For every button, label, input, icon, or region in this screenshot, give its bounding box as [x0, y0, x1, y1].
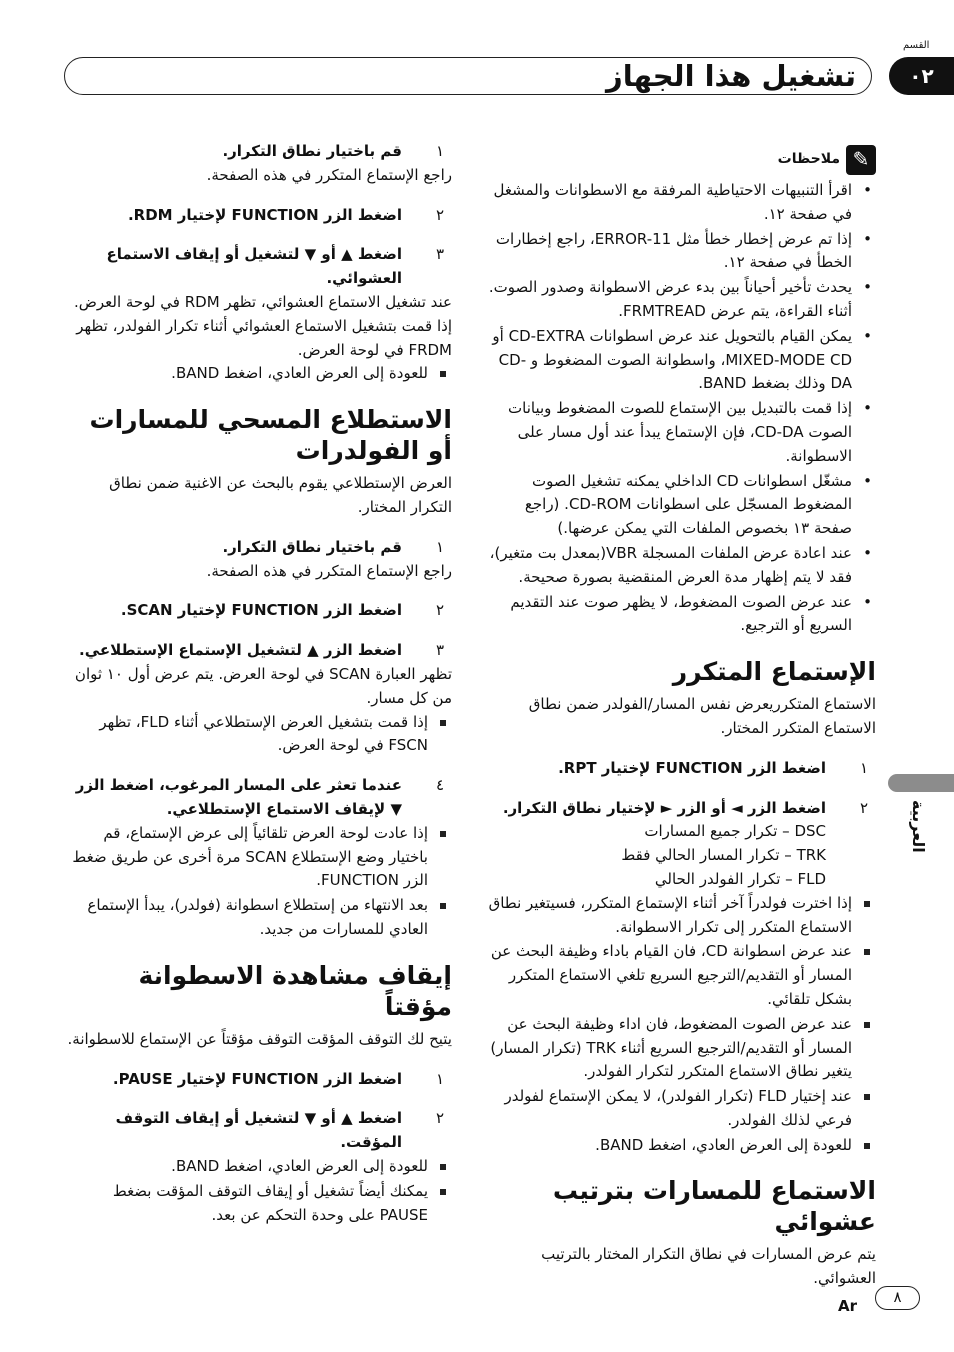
pause-step-1: ١ اضغط الزر FUNCTION لإختيار PAUSE.: [112, 1069, 444, 1088]
note-item: • عند عرض الصوت المضغوط، لا يظهر صوت عند التقديم السريع أو الترجيع.: [488, 591, 876, 639]
scan-note: إذا عادت لوحة العرض تلقائياً إلى عرض الإستماع، قم باختيار وضع الإستطلاع SCAN مرة أخرى عن طريق ضغط الزر FUNCTION.: [66, 822, 452, 893]
repeat-note: عند إختيار FLD (تكرار الفولدر)، لا يمكن الإستماع لفولدر فرعي لذلك الفولدر.: [488, 1085, 876, 1133]
repeat-option: FLD – تكرار الفولدر الحالي: [654, 869, 826, 888]
note-item: • مشغّل اسطوانات CD الداخلي يمكنه تشغيل الصوت المضغوط المسجّل على اسطوانات CD-ROM. (راجع صفحة ١٣ بخصوص الملفات التي يمكن عرضها.): [488, 470, 876, 541]
repeat-note: عند عرض اسطوانة CD، فان القيام باداء وظيفة البحث عن المسار أو التقديم/الترجيع السريع تلغي الاستماع المتكرر بشكل تلقائي.: [488, 940, 876, 1011]
repeat-options: [488, 820, 876, 891]
scan-step-3: ٣ اضغط الزر ▲ لتشغيل الإستماع الإستطلاعي.: [79, 641, 444, 660]
scan-step-1: ١ قم باختيار نطاق التكرار.: [222, 537, 444, 556]
left-column: [66, 140, 452, 1228]
repeat-intro: الاستماع المتكرريعرض نفس المسار/الفولدر ضمن نطاق الاستماع المتكرر المختار.: [528, 695, 876, 737]
step-subtext: راجع الإستماع المتكرر في هذه الصفحة.: [206, 561, 452, 580]
step-text: اضغط الزر FUNCTION لإختيار RDM.: [127, 205, 402, 224]
pause-heading: إيقاف مشاهدة الاسطوانة مؤقتاً: [138, 960, 452, 1021]
step-text: اضغط الزر FUNCTION لإختيار RPT.: [558, 758, 826, 777]
note-item: • إذا قمت بالتبديل بين الإستماع للصوت المضغوط وبيانات الصوت CD-DA، فإن الإستماع يبدأ عند أول مسار على الاسطوانة.: [488, 397, 876, 468]
scan-heading: الاستطلاع المسحي للمسارات أو الفولدرات: [89, 405, 452, 466]
pause-step-2: ٢ اضغط ▲ أو ▼ لتشغيل أو إيقاف التوقف المؤقت.: [115, 1109, 444, 1152]
step-text: عندما تعثر على المسار المرغوب، اضغط الزر ▼ لإيقاف الاستماع الإستطلاعي.: [75, 776, 402, 818]
language-side-label: العربية: [909, 800, 928, 853]
scan-intro: العرض الإستطلاعي يقوم بالبحث عن الاغنية ضمن نطاق التكرار المختار.: [109, 474, 452, 516]
note-item: • اقرأ التنبيهات الاحتياطية المرفقة مع الاسطوانات والمشغل في صفحة ١٢.: [488, 179, 876, 227]
repeat-note: إذا اخترت فولدراً آخر أثناء الإستماع المتكرر، فسيتغير نطاق الاستماع المتكرر إلى تكرار الاسطوانة.: [488, 892, 876, 940]
page-number: ٨: [875, 1286, 920, 1310]
pause-note: للعودة إلى العرض العادي، اضغط BAND.: [66, 1155, 452, 1179]
scan-step-4: ٤ عندما تعثر على المسار المرغوب، اضغط الزر ▼ لإيقاف الاستماع الإستطلاعي.: [75, 776, 444, 818]
random-step-2: ٢ اضغط الزر FUNCTION لإختيار RDM.: [127, 205, 444, 224]
step-subtext: تظهر العبارة SCAN في لوحة العرض. يتم عرض أول ١٠ ثوان من كل مسار.: [74, 664, 452, 707]
section-number-badge: ٠٢: [889, 57, 954, 95]
note-item: • يمكن القيام بالتحويل عند عرض اسطوانات CD-EXTRA أو MIXED-MODE CD، واسطوانة الصوت المضغوط و CD-DA وذلك بضغط BAND.: [488, 325, 876, 396]
random-step-1: ١ قم باختيار نطاق التكرار.: [222, 142, 444, 160]
repeat-note: للعودة إلى العرض العادي، اضغط BAND.: [488, 1134, 876, 1158]
repeat-option: DSC – تكرار جميع المسارات: [644, 822, 826, 841]
step-text: اضغط ▲ أو ▼ لتشغيل أو إيقاف التوقف المؤقت.: [115, 1109, 402, 1152]
right-column: [488, 145, 876, 1291]
pencil-notes-icon: ✎: [846, 145, 876, 175]
step-subtext: عند تشغيل الاستماع العشوائي، تظهر RDM في لوحة العرض. إذا قمت بتشغيل الاستماع العشوائي أثناء تكرار الفولدر، تظهر FRDM في لوحة العرض.: [73, 292, 452, 359]
step-text: اضغط الزر ◄ أو الزر ► لإختيار نطاق التكرار.: [502, 798, 826, 817]
pause-note: يمكنك أيضاً تشغيل أو إيقاف التوقف المؤقت بضغط PAUSE على وحدة التحكم عن بعد.: [66, 1180, 452, 1228]
repeat-step-2: ٢ اضغط الزر ◄ أو الزر ► لإختيار نطاق التكرار.: [502, 798, 868, 817]
repeat-option: TRK – تكرار المسار الحالي فقط: [621, 846, 826, 865]
random-step-3: ٣ اضغط ▲ أو ▼ لتشغيل أو إيقاف الاستماع العشوائي.: [106, 245, 444, 288]
step-text: اضغط الزر FUNCTION لإختيار SCAN.: [120, 601, 402, 620]
page-title: تشغيل هذا الجهاز: [606, 59, 856, 93]
scan-note: بعد الانتهاء من إستطلاع اسطوانة (فولدر)، يبدأ الإستماع العادي للمسارات من جديد.: [66, 894, 452, 942]
language-code: Ar: [838, 1297, 858, 1315]
step-text: اضغط الزر FUNCTION لإختيار PAUSE.: [112, 1069, 402, 1088]
note-item: • يحدث تأخير أحياناً بين بدء عرض الاسطوانة وصدور الصوت. أثناء القراءة، يتم عرض FRMTREAD.: [488, 276, 876, 324]
random-note: للعودة إلى العرض العادي، اضغط BAND.: [66, 362, 452, 386]
language-side-tab: [888, 774, 954, 792]
random-intro: يتم عرض المسارات في نطاق التكرار المختار بالترتيب العشوائي.: [541, 1245, 876, 1288]
scan-step-2: ٢ اضغط الزر FUNCTION لإختيار SCAN.: [120, 601, 444, 620]
repeat-step-1: ١ اضغط الزر FUNCTION لإختيار RPT.: [558, 758, 868, 777]
notes-header: [488, 145, 876, 175]
step-text: اضغط ▲ أو ▼ لتشغيل أو إيقاف الاستماع العشوائي.: [106, 245, 402, 288]
step-subtext: راجع الإستماع المتكرر في هذه الصفحة.: [206, 165, 452, 184]
notes-heading: ملاحظات: [777, 151, 840, 168]
step-text: قم باختيار نطاق التكرار.: [222, 537, 402, 556]
repeat-heading: الإستماع المتكرر: [672, 657, 876, 687]
pause-intro: يتيح لك التوقف المؤقت التوقف مؤقتاً عن الإستماع للاسطوانة.: [67, 1029, 452, 1048]
note-item: • عند اعادة عرض الملفات المسجلة VBR(بمعدل بت متغير)، فقد لا يتم إظهار مدة العرض المنقضية بصورة صحيحة.: [488, 542, 876, 590]
note-item: • إذا تم عرض إخطار خطأ مثل ERROR-11، راجع إخطارات الخطأ في صفحة ١٢.: [488, 228, 876, 276]
step-text: اضغط الزر ▲ لتشغيل الإستماع الإستطلاعي.: [79, 641, 402, 660]
step-text: قم باختيار نطاق التكرار.: [222, 142, 402, 160]
repeat-note: عند عرض الصوت المضغوط، فان اداء وظيفة البحث عن المسار أو التقديم/الترجيع السريع أثناء TRK (تكرار المسار) يتغير نطاق الاستماع المتكرر لتكرار الفولدر.: [488, 1013, 876, 1084]
scan-note: إذا قمت بتشغيل العرض الإستطلاعي أثناء FLD، تظهر FSCN في لوحة العرض.: [66, 711, 452, 759]
section-label: القسم: [903, 40, 930, 51]
random-heading: الاستماع للمسارات بترتيب عشوائي: [552, 1176, 876, 1237]
